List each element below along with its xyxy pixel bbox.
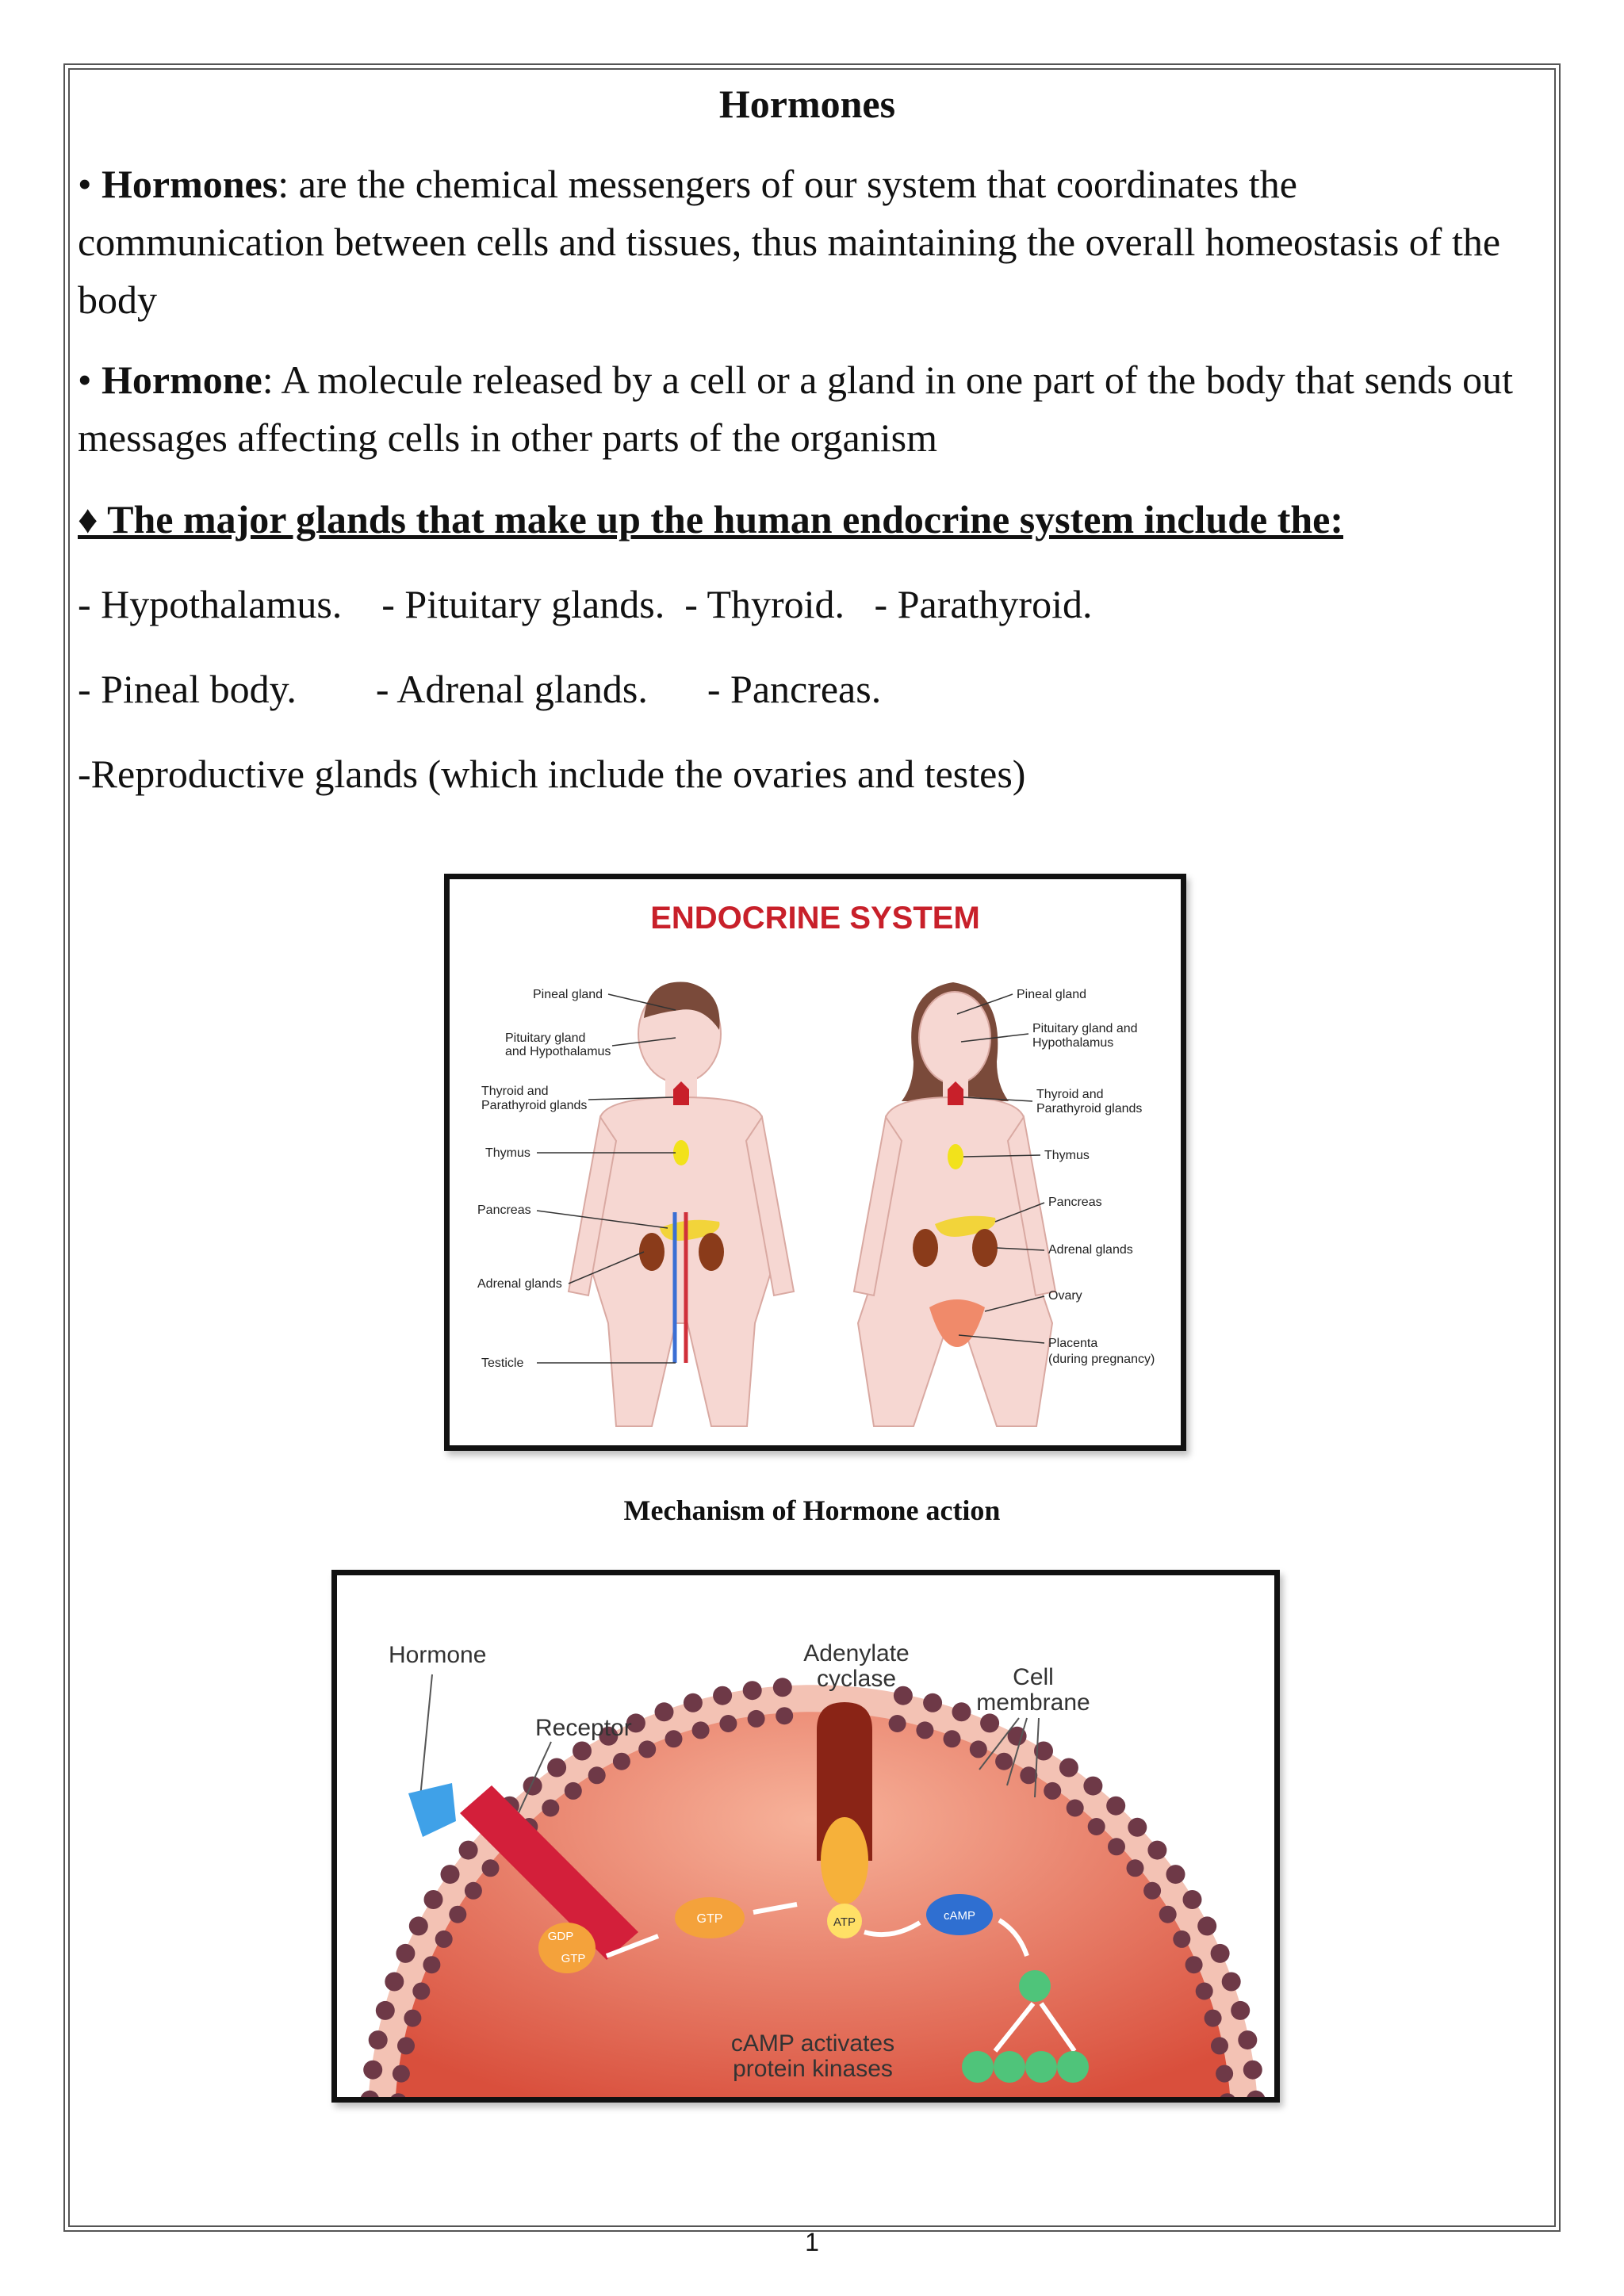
membrane-bead — [363, 2061, 382, 2080]
membrane-bead-inner — [482, 1859, 500, 1877]
label-gtp-small: GTP — [561, 1952, 586, 1965]
label-male-pineal: Pineal gland — [533, 988, 603, 1001]
membrane-bead-inner — [435, 1931, 453, 1948]
membrane-bead — [1059, 1758, 1078, 1777]
membrane-bead-inner — [465, 1882, 482, 1900]
membrane-bead-inner — [1159, 1906, 1177, 1923]
membrane-bead — [376, 2001, 395, 2020]
membrane-bead-inner — [719, 1715, 737, 1732]
label-cyclase: cyclase — [816, 1666, 897, 1692]
gland-pineal: - Pineal body. — [78, 667, 297, 711]
membrane-bead-inner — [1108, 1838, 1125, 1855]
label-male-thyroid: Thyroid and — [481, 1085, 549, 1098]
page-content — [78, 76, 1537, 803]
membrane-bead-inner — [423, 1956, 440, 1973]
membrane-bead — [980, 1713, 999, 1732]
membrane-bead-inner — [1067, 1800, 1084, 1817]
membrane-bead-inner — [588, 1766, 606, 1784]
membrane-bead-inner — [404, 2010, 421, 2027]
female-thymus-icon — [948, 1144, 963, 1169]
label-camp-activates: cAMP activates — [730, 2030, 895, 2057]
label-female-pregnancy: (during pregnancy) — [1048, 1353, 1155, 1366]
membrane-bead-inner — [542, 1800, 559, 1817]
membrane-bead — [1083, 1777, 1102, 1796]
membrane-bead — [1128, 1818, 1147, 1837]
label-camp: cAMP — [943, 1909, 976, 1923]
membrane-bead-inner — [1127, 1859, 1144, 1877]
membrane-bead-inner — [1185, 1956, 1203, 1973]
membrane-bead-inner — [1173, 1931, 1190, 1948]
membrane-bead — [1183, 1890, 1202, 1909]
membrane-bead-inner — [916, 1721, 933, 1739]
gland-hypothalamus: - Hypothalamus. — [78, 582, 343, 626]
membrane-bead-inner — [776, 1707, 793, 1724]
page-title: Hormones — [718, 82, 896, 126]
membrane-bead-inner — [1088, 1818, 1105, 1835]
membrane-bead — [1211, 1944, 1230, 1963]
kinase-regulatory — [1019, 1970, 1051, 2002]
label-male-parathyroid: Parathyroid glands — [481, 1099, 588, 1112]
label-male-testicle: Testicle — [481, 1357, 524, 1370]
glands-row-1 — [78, 576, 1537, 633]
membrane-bead-inner — [1143, 1882, 1161, 1900]
term-hormones: Hormones — [102, 162, 278, 206]
glands-row-2 — [78, 660, 1537, 718]
label-male-thymus: Thymus — [485, 1146, 530, 1160]
male-kidney-right-icon — [699, 1233, 724, 1271]
membrane-bead-inner — [613, 1753, 630, 1770]
label-hormone: Hormone — [389, 1642, 487, 1668]
membrane-bead-inner — [1205, 2010, 1222, 2027]
glands-row-3: -Reproductive glands (which include the ovaries and testes) — [78, 752, 1026, 796]
membrane-bead — [424, 1890, 443, 1909]
membrane-bead-inner — [748, 1710, 765, 1728]
membrane-bead-inner — [638, 1740, 656, 1758]
membrane-bead-inner — [970, 1740, 987, 1758]
membrane-bead — [773, 1678, 792, 1697]
hormone-mechanism-illustration — [337, 1575, 1274, 2097]
membrane-bead — [573, 1742, 592, 1761]
label-receptor: Receptor — [535, 1715, 632, 1741]
label-cell: Cell — [1013, 1664, 1054, 1690]
hormone-shape — [408, 1783, 456, 1837]
label-male-hypothalamus: and Hypothalamus — [505, 1045, 611, 1058]
membrane-bead-inner — [412, 1983, 430, 2000]
female-kidney-left-icon — [913, 1229, 938, 1267]
gland-adrenal: - Adrenal glands. — [375, 667, 648, 711]
figure2-caption: Mechanism of Hormone action — [623, 1494, 1001, 1526]
label-adenylate: Adenylate — [803, 1640, 910, 1667]
membrane-bead-inner — [565, 1782, 582, 1800]
figure-title: ENDOCRINE SYSTEM — [650, 901, 980, 936]
membrane-bead — [369, 2030, 388, 2049]
membrane-bead-inner — [889, 1715, 906, 1732]
membrane-bead-inner — [397, 2037, 415, 2054]
membrane-bead — [547, 1758, 566, 1777]
label-female-parathyroid: Parathyroid glands — [1036, 1102, 1143, 1115]
membrane-bead-inner — [692, 1721, 710, 1739]
hormone-mechanism-figure — [331, 1570, 1280, 2103]
label-gtp: GTP — [696, 1912, 723, 1926]
membrane-bead — [523, 1777, 542, 1796]
membrane-bead — [923, 1693, 942, 1712]
definition-hormones-text: : are the chemical messengers of our system that coordinates the communication between cells and tissues, thus maintaining the overall homeostasis of the body — [78, 162, 1501, 322]
membrane-bead-inner — [393, 2065, 410, 2083]
membrane-bead — [952, 1702, 971, 1721]
glands-heading: ♦ The major glands that make up the human endocrine system include the: — [78, 497, 1343, 541]
membrane-bead — [385, 1973, 404, 1992]
label-female-ovary: Ovary — [1048, 1289, 1082, 1303]
membrane-bead — [459, 1841, 478, 1860]
gland-pituitary: - Pituitary glands. — [381, 582, 665, 626]
label-female-thymus: Thymus — [1044, 1149, 1090, 1162]
gland-pancreas: - Pancreas. — [707, 667, 882, 711]
label-protein-kinases: protein kinases — [733, 2056, 893, 2082]
label-male-pancreas: Pancreas — [477, 1203, 531, 1217]
label-membrane: membrane — [976, 1689, 1090, 1716]
membrane-bead — [441, 1865, 460, 1884]
membrane-bead — [409, 1916, 428, 1935]
membrane-bead — [1197, 1916, 1216, 1935]
female-body — [854, 982, 1055, 1426]
membrane-bead — [713, 1686, 732, 1705]
membrane-bead-inner — [1211, 2037, 1228, 2054]
membrane-bead — [655, 1702, 674, 1721]
membrane-bead-inner — [665, 1730, 683, 1747]
label-atp: ATP — [833, 1915, 856, 1929]
label-female-pituitary: Pituitary gland and — [1032, 1022, 1138, 1035]
label-female-pineal: Pineal gland — [1017, 988, 1087, 1001]
label-male-adrenal: Adrenal glands — [477, 1277, 562, 1291]
label-female-hypothalamus: Hypothalamus — [1032, 1036, 1114, 1050]
definition-hormone-text: : A molecule released by a cell or a gland in one part of the body that sends out messages affecting cells in other parts of the organism — [78, 358, 1514, 460]
label-female-adrenal: Adrenal glands — [1048, 1243, 1133, 1257]
label-gdp: GDP — [547, 1930, 574, 1943]
membrane-bead — [1106, 1797, 1125, 1816]
endocrine-system-figure — [444, 874, 1186, 1451]
membrane-bead — [684, 1693, 703, 1712]
membrane-bead-inner — [449, 1906, 466, 1923]
membrane-bead-inner — [944, 1730, 961, 1747]
definition-hormones: • Hormones: are the chemical messengers of our system that coordinates the communication between cells and tissues, thus maintaining the overall homeostasis of the body — [78, 162, 1501, 322]
gland-parathyroid: - Parathyroid. — [874, 582, 1093, 626]
adenylate-cyclase-catalytic — [821, 1817, 868, 1904]
membrane-bead-inner — [995, 1753, 1013, 1770]
membrane-bead — [1166, 1865, 1185, 1884]
membrane-bead — [1147, 1841, 1166, 1860]
membrane-bead — [743, 1681, 762, 1700]
label-male-pituitary: Pituitary gland — [505, 1031, 586, 1045]
membrane-bead — [1231, 2001, 1250, 2020]
membrane-bead-inner — [1044, 1782, 1061, 1800]
membrane-bead — [1238, 2030, 1257, 2049]
definition-hormone: • Hormone: A molecule released by a cell or a gland in one part of the body that sends out messages affecting cells in other parts of the organism — [78, 358, 1514, 460]
membrane-bead — [1222, 1973, 1241, 1992]
gland-thyroid: - Thyroid. — [684, 582, 845, 626]
membrane-bead — [1243, 2061, 1262, 2080]
membrane-bead-inner — [1216, 2065, 1233, 2083]
label-female-thyroid: Thyroid and — [1036, 1088, 1104, 1101]
term-hormone: Hormone — [102, 358, 262, 402]
page-number: 1 — [805, 2228, 819, 2256]
female-kidney-right-icon — [972, 1229, 998, 1267]
label-female-pancreas: Pancreas — [1048, 1196, 1102, 1209]
endocrine-system-illustration — [450, 879, 1181, 1445]
label-female-placenta: Placenta — [1048, 1337, 1098, 1350]
membrane-bead — [894, 1686, 913, 1705]
membrane-bead-inner — [1196, 1983, 1213, 2000]
membrane-bead — [396, 1944, 415, 1963]
